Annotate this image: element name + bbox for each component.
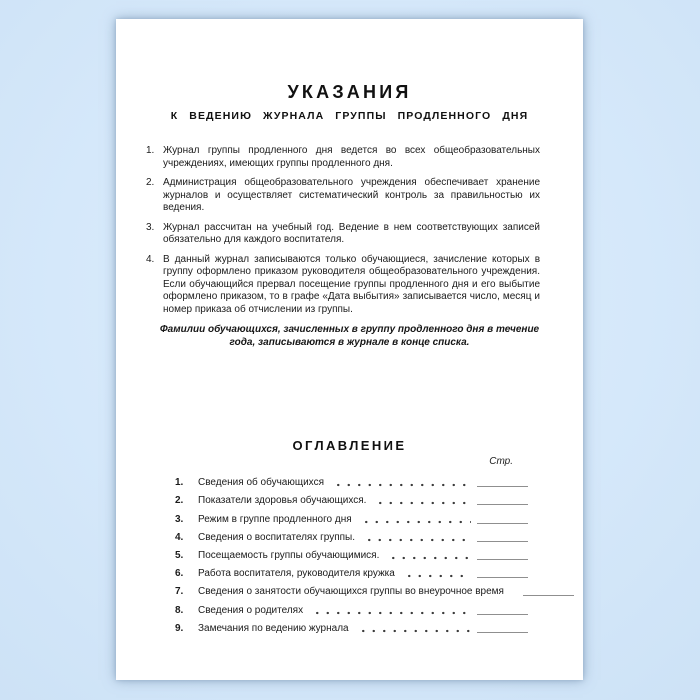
toc-row <box>175 506 528 524</box>
toc-item-number: 6. <box>175 568 184 580</box>
toc-item-label: Сведения о воспитателях группы. <box>198 531 355 543</box>
page-number-blank-line <box>477 486 528 487</box>
instruction-item <box>146 145 540 170</box>
toc-item-number: 2. <box>175 495 184 507</box>
toc-item-label: Сведения о занятости обучающихся группы во внеурочное время <box>198 586 504 598</box>
dot-leader <box>333 483 471 487</box>
document-subtitle: К ВЕДЕНИЮ ЖУРНАЛА ГРУППЫ ПРОДЛЕННОГО ДНЯ <box>170 110 529 122</box>
instruction-text: Журнал рассчитан на учебный год. Ведение в нем соответствующих записей обязательно для каждого воспитателя. <box>163 221 540 245</box>
toc-item-number: 7. <box>175 586 184 598</box>
dot-leader <box>375 501 471 505</box>
instruction-number: 4. <box>146 253 155 265</box>
toc-item-label: Показатели здоровья обучающихся. <box>198 495 367 507</box>
instructions-list <box>146 145 540 316</box>
toc-item-label: Работа воспитателя, руководителя кружка <box>198 568 395 580</box>
toc-item-number: 3. <box>175 513 184 525</box>
toc-item-number: 1. <box>175 477 184 489</box>
toc-item-label: Посещаемость группы обучающимися. <box>198 549 380 561</box>
toc-row <box>175 525 528 543</box>
dot-leader <box>312 611 471 615</box>
document-page-content <box>116 19 583 680</box>
toc-row <box>175 470 528 488</box>
toc-item-number: 5. <box>175 549 184 561</box>
dot-leader <box>404 574 471 578</box>
page-number-blank-line <box>477 504 528 505</box>
toc-heading: ОГЛАВЛЕНИЕ <box>292 438 407 453</box>
page-number-blank-line <box>477 577 528 578</box>
instruction-number: 2. <box>146 177 155 188</box>
page-number-blank-line <box>523 595 574 596</box>
toc-item-label: Сведения об обучающихся <box>198 477 324 489</box>
toc-item-label: Сведения о родителях <box>198 604 304 616</box>
instruction-text: В данный журнал записываются только обучающиеся, зачисление которых в группу оформлено приказом руководителя общеобразовательного учреждения. Если обучающийся прервал посещение группы продленного дня и его выбытие оформлено приказом, то в графе «Дата выбытия» записывается число, месяц и номер приказа об отчислении из группы. <box>163 253 540 315</box>
instruction-text: Журнал группы продленного дня ведется во всех общеобразовательных учреждениях, имеющих группы продленного дня. <box>163 145 540 169</box>
instruction-item <box>146 222 540 247</box>
toc-item-number: 9. <box>175 622 184 634</box>
dot-leader <box>358 629 471 633</box>
page-number-blank-line <box>477 523 528 524</box>
instruction-item <box>146 177 540 215</box>
toc-row <box>175 616 528 634</box>
toc-item-number: 4. <box>175 531 184 543</box>
document-page <box>116 19 583 680</box>
toc-row <box>175 488 528 506</box>
page-number-blank-line <box>477 559 528 560</box>
dot-leader <box>361 520 471 524</box>
dot-leader <box>364 538 471 542</box>
toc-row <box>175 579 528 597</box>
instruction-number: 1. <box>146 145 155 156</box>
instruction-item <box>146 254 540 317</box>
dot-leader <box>388 556 471 560</box>
toc-item-number: 8. <box>175 604 184 616</box>
table-of-contents <box>175 470 528 634</box>
document-title: УКАЗАНИЯ <box>287 82 412 102</box>
toc-row <box>175 597 528 615</box>
instruction-text: Администрация общеобразовательного учреждения обеспечивает хранение журналов и осуществляет систематический контроль за правильностью их ведения. <box>163 177 540 213</box>
dot-leader <box>513 592 517 596</box>
italic-note: Фамилии обучающихся, зачисленных в группу продленного дня в течение года, записываются в журнале в конце списка. <box>159 324 540 348</box>
instruction-number: 3. <box>146 221 155 233</box>
toc-page-column-label: Стр. <box>489 456 513 467</box>
page-number-blank-line <box>477 614 528 615</box>
toc-item-label: Замечания по ведению журнала <box>198 622 349 634</box>
toc-row <box>175 543 528 561</box>
page-number-blank-line <box>477 541 528 542</box>
page-number-blank-line <box>477 632 528 633</box>
toc-row <box>175 561 528 579</box>
toc-item-label: Режим в группе продленного дня <box>198 513 352 525</box>
